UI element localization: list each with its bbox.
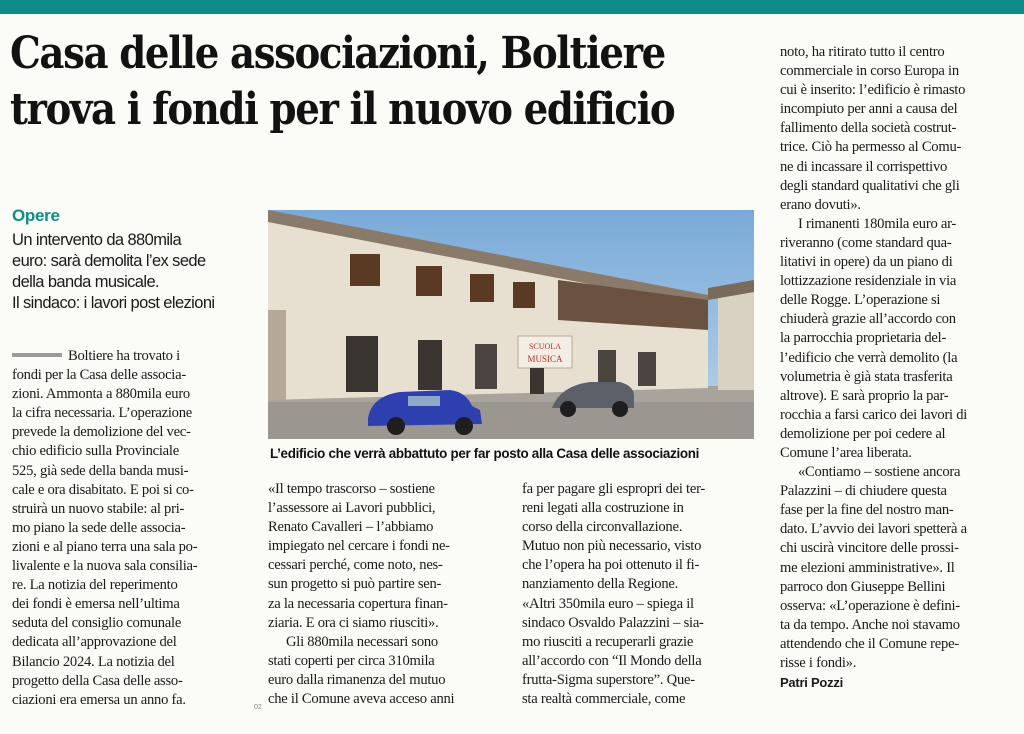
sign-text-2: MUSICA (527, 354, 563, 364)
text-line: all’accordo con “Il Mondo della (522, 652, 702, 669)
text-line: risse i fondi». (780, 655, 857, 671)
text-line: l’edificio che verrà demolito (la (780, 349, 958, 366)
text-line: zioni e al piano terra una sala po- (12, 538, 198, 555)
summary-line: Un intervento da 880mila (12, 231, 182, 249)
text-line: Palazzini – di chiudere questa (780, 483, 947, 500)
text-line: frutta-Sigma superstore”. Que- (522, 671, 695, 688)
text-line: la cifra necessaria. L’operazione (12, 405, 193, 422)
text-line: che il Comune aveva acceso anni (268, 691, 455, 708)
building-illustration (268, 210, 754, 439)
text-line: altrove). E sarà proprio la par- (780, 387, 949, 404)
article-column-1 (12, 347, 244, 710)
text-line: Boltiere ha trovato i (68, 348, 180, 364)
text-line: ciazioni era emersa un anno fa. (12, 691, 186, 708)
text-line: l’assessore ai Lavori pubblici, (268, 500, 436, 517)
text-line: fallimento della società costrut- (780, 120, 957, 137)
text-line: degli standard qualitativi che gli (780, 177, 960, 194)
text-line: cui è inserito: l’edificio è rimasto (780, 82, 966, 99)
text-line: impiegato nel cercare i fondi ne- (268, 538, 450, 555)
text-line: sun progetto si può partire sen- (268, 576, 442, 593)
summary-line: euro: sarà demolita l’ex sede (12, 252, 206, 270)
page-marker: 02 (254, 704, 262, 711)
text-line: me elezioni amministrative». Il (780, 559, 955, 576)
text-line: «Il tempo trascorso – sostiene (268, 481, 435, 497)
text-line: dei fondi è emersa nell’ultima (12, 596, 180, 613)
text-line: erano dovuti». (780, 196, 861, 213)
text-line: chi uscirà vincitore delle prossi- (780, 540, 959, 557)
text-line: incompiuto per anni a causa del (780, 101, 958, 118)
text-line: struirà un nuovo stabile: al pri- (12, 500, 185, 517)
lead-rule (12, 353, 62, 357)
text-line: mo riusciti a recuperarli grazie (522, 633, 694, 650)
text-line: che l’opera ha poi ottenuto il fi- (522, 557, 700, 574)
text-line: Comune l’area liberata. (780, 444, 912, 461)
summary-line: della banda musicale. (12, 273, 160, 291)
text-line: la parrocchia proprietaria del- (780, 330, 947, 347)
text-line: mo piano la sede delle associa- (12, 519, 186, 536)
text-line: sindaco Osvaldo Palazzini – sia- (522, 614, 704, 631)
text-line: parroco don Giuseppe Bellini (780, 578, 946, 595)
text-line: cessari perché, come noto, nes- (268, 557, 443, 574)
text-line: nanziamento della Regione. (522, 576, 678, 593)
text-line: riveranno (come standard qua- (780, 234, 952, 251)
text-line: Gli 880mila necessari sono (286, 633, 438, 650)
text-line: prevede la demolizione del vec- (12, 424, 191, 441)
text-line: lottizzazione residenziale in via (780, 273, 957, 290)
text-line: ziaria. E ora ci siamo riusciti». (268, 614, 439, 631)
text-line: noto, ha ritirato tutto il centro (780, 44, 945, 60)
text-line: rocchia a farsi carico dei lavori di (780, 406, 968, 423)
text-line: «Contiamo – sostiene ancora (798, 464, 961, 481)
text-line: osserva: «L’operazione è defini- (780, 597, 960, 614)
text-line: cale e ora disabitato. E poi si co- (12, 481, 194, 498)
text-line: stati coperti per circa 310mila (268, 652, 435, 669)
text-line: «Altri 350mila euro – spiega il (522, 595, 694, 612)
section-kicker: Opere (12, 206, 60, 225)
text-line: ta da tempo. Anche noi stavamo (780, 616, 960, 633)
text-line: trice. Ciò ha permesso al Comu- (780, 139, 962, 156)
text-line: livalente e la nuova sala consilia- (12, 558, 198, 575)
headline-line-1: Casa delle associazioni, Boltiere (10, 28, 665, 79)
text-line: seduta del consiglio comunale (12, 615, 182, 632)
text-line: progetto della Casa delle asso- (12, 672, 183, 689)
text-line: Mutuo non più necessario, visto (522, 538, 702, 555)
text-line: Renato Cavalleri – l’abbiamo (268, 519, 434, 536)
text-line: chio edificio sulla Provinciale (12, 443, 179, 460)
text-line: fase per la fine del nostro man- (780, 502, 954, 519)
photo-caption: L’edificio che verrà abbattuto per far posto alla Casa delle associazioni (270, 446, 700, 461)
author-byline: Patri Pozzi (780, 675, 843, 691)
text-line: litativi in opere) da un piano di (780, 254, 953, 271)
text-line: sta realtà commerciale, come (522, 691, 686, 708)
article-photo (268, 210, 754, 439)
text-line: reni legati alla costruzione in (522, 500, 684, 517)
headline-line-2: trova i fondi per il nuovo edificio (10, 84, 675, 135)
article-column-3 (522, 480, 754, 709)
sign-text-1: SCUOLA (528, 342, 562, 351)
text-line: fondi per la Casa delle associa- (12, 367, 186, 384)
section-color-bar (0, 0, 1024, 14)
text-line: zioni. Ammonta a 880mila euro (12, 386, 190, 403)
text-line: fa per pagare gli espropri dei ter- (522, 481, 706, 497)
summary (12, 230, 260, 314)
text-line: commerciale in corso Europa in (780, 63, 959, 80)
text-line: dato. L’avvio dei lavori spetterà a (780, 521, 967, 538)
text-line: dedicata all’approvazione del (12, 634, 177, 651)
article-column-2 (268, 480, 500, 709)
text-line: attendendo che il Comune repe- (780, 635, 959, 652)
text-line: I rimanenti 180mila euro ar- (798, 215, 957, 232)
text-line: volumetria è già stata trasferita (780, 368, 953, 385)
text-line: ne di incassare il corrispettivo (780, 158, 948, 175)
text-line: Bilancio 2024. La notizia del (12, 653, 175, 670)
headline (10, 26, 675, 138)
text-line: chiuderà grazie all’accordo con (780, 311, 956, 328)
text-line: re. La notizia del reperimento (12, 577, 178, 594)
article-column-4 (780, 43, 1012, 692)
text-line: euro dalla rimanenza del mutuo (268, 671, 446, 688)
text-line: demolizione per poi cedere al (780, 425, 946, 442)
text-line: 525, già sede della banda musi- (12, 462, 189, 479)
text-line: delle Rogge. L’operazione si (780, 292, 941, 309)
text-line: corso della circonvallazione. (522, 519, 683, 536)
summary-line: Il sindaco: i lavori post elezioni (12, 294, 215, 312)
text-line: za la necessaria copertura finan- (268, 595, 448, 612)
